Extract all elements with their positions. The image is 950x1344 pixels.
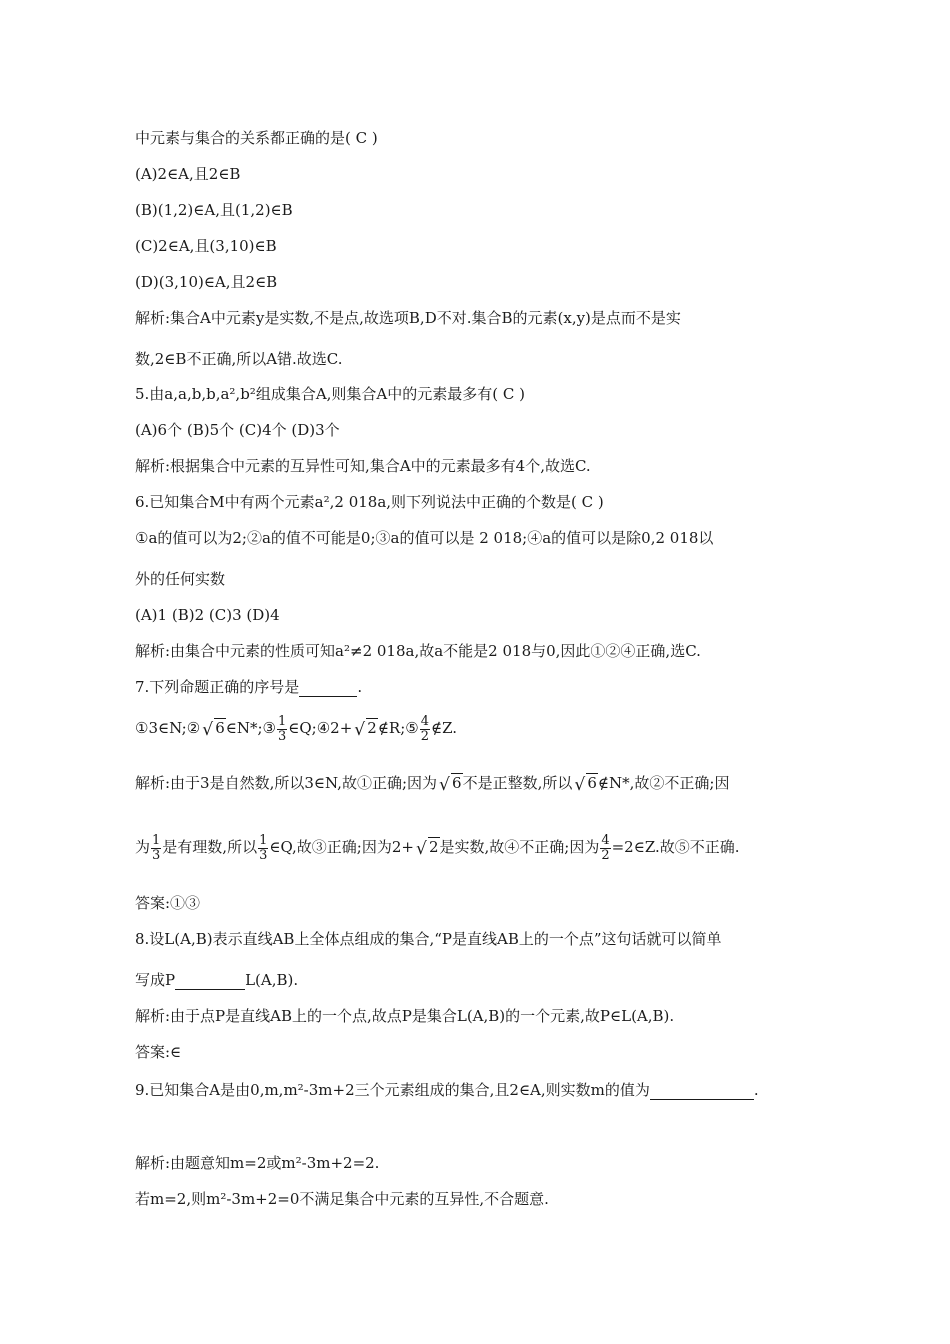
sqrt-6: √ 6 [439,771,463,795]
q7-prop-text: ∉Z. [431,719,458,737]
q7-stem-end: . [357,678,363,696]
q7-prop-text: ∈Q;④2+ [288,719,353,737]
q6-stem: 6.已知集合M中有两个元素a²,2 018a,则下列说法中正确的个数是( C ) [135,493,604,511]
q4-option-d: (D)(3,10)∈A,且2∈B [135,273,278,291]
fraction-four-halves: $\frac{4}{2}$ [601,832,610,863]
fraction-one-third: $\frac{1}{3}$ [259,832,268,863]
fraction-one-third: $\frac{1}{3}$ [277,713,287,744]
q9-solution-line-1: 解析:由题意知m=2或m²-3m+2=2. [135,1154,380,1172]
fraction-four-halves: $\frac{4}{2}$ [420,713,429,744]
q7-propositions [135,714,457,744]
q5-stem: 5.由a,a,b,b,a²,b²组成集合A,则集合A中的元素最多有( C ) [135,385,525,403]
fraction-one-third: $\frac{1}{3}$ [152,832,161,863]
sqrt-6: √ 6 [574,771,598,795]
q7-solution-line-2: 为 $\frac{1}{3}$ 是有理数,所以 $\frac{1}{3}$ ∈Q,故③正确;因为2+√ 2是实数,故④不正确;因为 $\frac{4}{2}$ =2∈Z.故⑤不正确. [135,832,740,863]
q5-options: (A)6个 (B)5个 (C)4个 (D)3个 [135,421,340,439]
q4-stem: 中元素与集合的关系都正确的是( C ) [135,129,378,147]
q8-answer-blank [175,973,245,990]
q4-option-b: (B)(1,2)∈A,且(1,2)∈B [135,201,293,219]
q7-prop-text: ①3∈N;② [135,719,201,737]
q6-options: (A)1 (B)2 (C)3 (D)4 [135,606,280,624]
q7-answer: 答案:①③ [135,894,201,912]
q5-solution: 解析:根据集合中元素的互异性可知,集合A中的元素最多有4个,故选C. [135,457,591,475]
q8-stem: 8.设L(A,B)表示直线AB上全体点组成的集合,“P是直线AB上的一个点”这句话就可以简单 [135,930,722,948]
q4-option-a: (A)2∈A,且2∈B [135,165,241,183]
q6-solution: 解析:由集合中元素的性质可知a²≠2 018a,故a不能是2 018与0,因此①②④正确,选C. [135,642,701,660]
q9-answer-blank [650,1083,754,1100]
q7-prop-text: ∈N*;③ [225,719,276,737]
q4-option-c: (C)2∈A,且(3,10)∈B [135,237,277,255]
q7-stem-text: 7.下列命题正确的序号是 [135,678,300,696]
sqrt-6: √ 6 [202,714,226,742]
q8-solution: 解析:由于点P是直线AB上的一个点,故点P是集合L(A,B)的一个元素,故P∈L(A,B). [135,1007,675,1025]
q7-answer-blank [299,680,357,697]
q8-answer: 答案:∈ [135,1043,182,1061]
q7-prop-text: ∉R;⑤ [377,719,419,737]
q8-stem-cont: 写成P L(A,B). [135,971,299,989]
q7-solution-line-1: 解析:由于3是自然数,所以3∈N,故①正确;因为√ 6不是正整数,所以√ 6∉N*,故②不正确;因 [135,771,729,795]
sqrt-2: √ 2 [354,714,378,742]
q9-solution-line-2: 若m=2,则m²-3m+2=0不满足集合中元素的互异性,不合题意. [135,1190,549,1208]
q7-stem [135,677,362,697]
q6-statements-cont: 外的任何实数 [135,570,226,588]
q9-stem: 9.已知集合A是由0,m,m²-3m+2三个元素组成的集合,且2∈A,则实数m的值为 . [135,1081,759,1099]
q4-solution-line-1: 解析:集合A中元素y是实数,不是点,故选项B,D不对.集合B的元素(x,y)是点而不是实 [135,309,681,327]
sqrt-2: √ 2 [416,832,440,862]
q6-statements: ①a的值可以为2;②a的值不可能是0;③a的值可以是 2 018;④a的值可以是除0,2 018以 [135,529,714,547]
q4-solution-line-2: 数,2∈B不正确,所以A错.故选C. [135,350,343,368]
